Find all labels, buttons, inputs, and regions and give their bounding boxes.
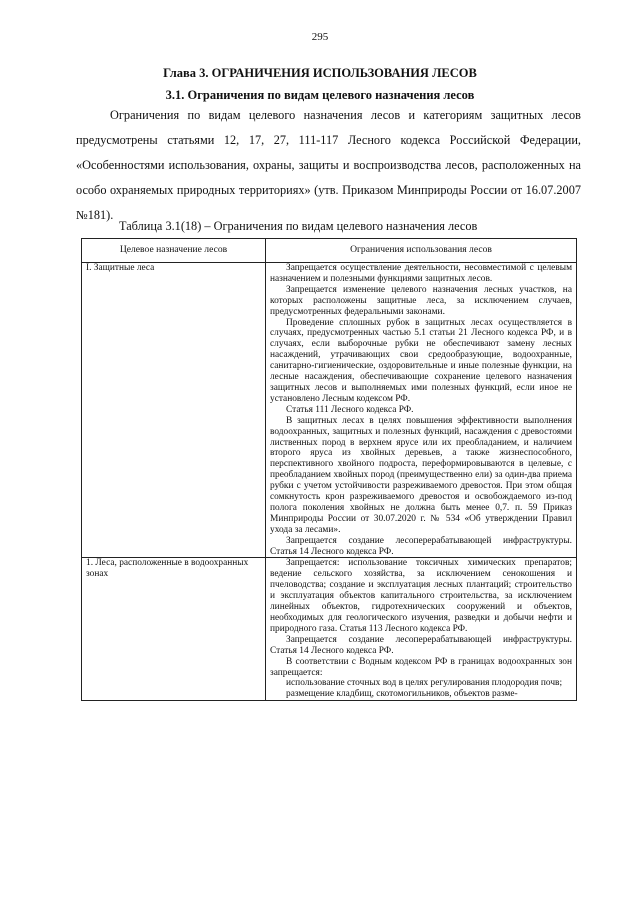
restriction-paragraph: Запрещается: использование токсичных химических препаратов; ведение сельского хозяйства, за исключением сенокошения и пчеловодства; создание и эксплуатация лесных плантаций; строительство и эксплуатация объектов капитального строительства, за исключением линейных объектов, гидротехнических сооружений и объектов, необходимых для геологического изучения, разведки и добычи нефти и природного газа. Статья 113 Лесного кодекса РФ. xyxy=(270,558,572,634)
page-number: 295 xyxy=(311,31,329,43)
header-purpose: Целевое назначение лесов xyxy=(82,239,266,263)
section-title: 3.1. Ограничения по видам целевого назначения лесов xyxy=(165,88,475,102)
restriction-paragraph: Статья 111 Лесного кодекса РФ. xyxy=(286,404,414,415)
intro-paragraph: Ограничения по видам целевого назначения лесов и категориям защитных лесов предусмотрены статьями 12, 17, 27, 111-117 Лесного кодекса Российской Федерации, «Особенностями использования, охраны, защиты и воспроизводства лесов, расположенных на особо охраняемых природных территориях» (утв. Приказом Минприроды России от 16.07.2007 №181). xyxy=(76,108,581,222)
restriction-paragraph: Запрещается создание лесоперерабатывающей инфраструктуры. Статья 14 Лесного кодекса РФ. xyxy=(270,634,572,656)
header-restrictions: Ограничения использования лесов xyxy=(266,239,577,263)
restriction-paragraph: Запрещается осуществление деятельности, несовместимой с целевым назначением и полезными функциями защитных лесов. xyxy=(270,263,572,284)
table-row xyxy=(82,263,577,558)
restrictions-cell xyxy=(266,263,577,558)
restriction-paragraph: Проведение сплошных рубок в защитных лесах осуществляется в случаях, предусмотренных частью 5.1 статьи 21 Лесного кодекса РФ, и в случаях, если выборочные рубки не обеспечивают замену лесных насаждений, утрачивающих свои средообразующие, водоохранные, санитарно-гигиенические, оздоровительные и иные полезные функции, на лесные насаждения, обеспечивающие сохранение целевого назначения защитных лесов и выполняемых ими полезных функций, если иное не установлено Лесным кодексом РФ. xyxy=(270,317,572,404)
forest-purpose-cell: 1. Леса, расположенные в водоохранных зонах xyxy=(82,558,266,701)
restriction-paragraph: В защитных лесах в целях повышения эффективности выполнения водоохранных, защитных и полезных функций, насаждения с древостоями лиственных пород в верхнем ярусе или их преобладанием, и наличием второго яруса из хвойных деревьев, а также жизнеспособного, перспективного хвойного подроста, переформировываются в целевые, с преобладанием хвойных пород (преимущественно ели) за один-два приема рубки с учетом устойчивости разреживаемого древостоя. При этом общая сомкнутость крон разреживаемого древостоя и освобождаемого из-под полога поколения хвойных не должна быть менее 0,7. п. 59 Приказ Минприроды России от 30.07.2020 г. № 534 «Об утверждении Правил ухода за лесами». xyxy=(270,415,572,535)
table-header-row xyxy=(82,239,577,263)
restriction-paragraph: использование сточных вод в целях регулирования плодородия почв; xyxy=(286,678,563,689)
table-row xyxy=(82,558,577,701)
restriction-paragraph: Запрещается изменение целевого назначения лесных участков, на которых расположены защитные леса, за исключением случаев, предусмотренных федеральными законами. xyxy=(270,284,572,317)
restriction-paragraph: Запрещается создание лесоперерабатывающей инфраструктуры. Статья 14 Лесного кодекса РФ. xyxy=(270,535,572,557)
restrictions-table xyxy=(81,238,577,701)
restriction-paragraph: В соответствии с Водным кодексом РФ в границах водоохранных зон запрещается: xyxy=(270,656,572,678)
table-caption: Таблица 3.1(18) – Ограничения по видам целевого назначения лесов xyxy=(119,219,478,233)
restriction-paragraph: размещение кладбищ, скотомогильников, объектов разме- xyxy=(286,689,518,700)
chapter-title: Глава 3. ОГРАНИЧЕНИЯ ИСПОЛЬЗОВАНИЯ ЛЕСОВ xyxy=(163,66,477,80)
forest-purpose-cell: I. Защитные леса xyxy=(82,263,266,558)
restrictions-cell xyxy=(266,558,577,701)
